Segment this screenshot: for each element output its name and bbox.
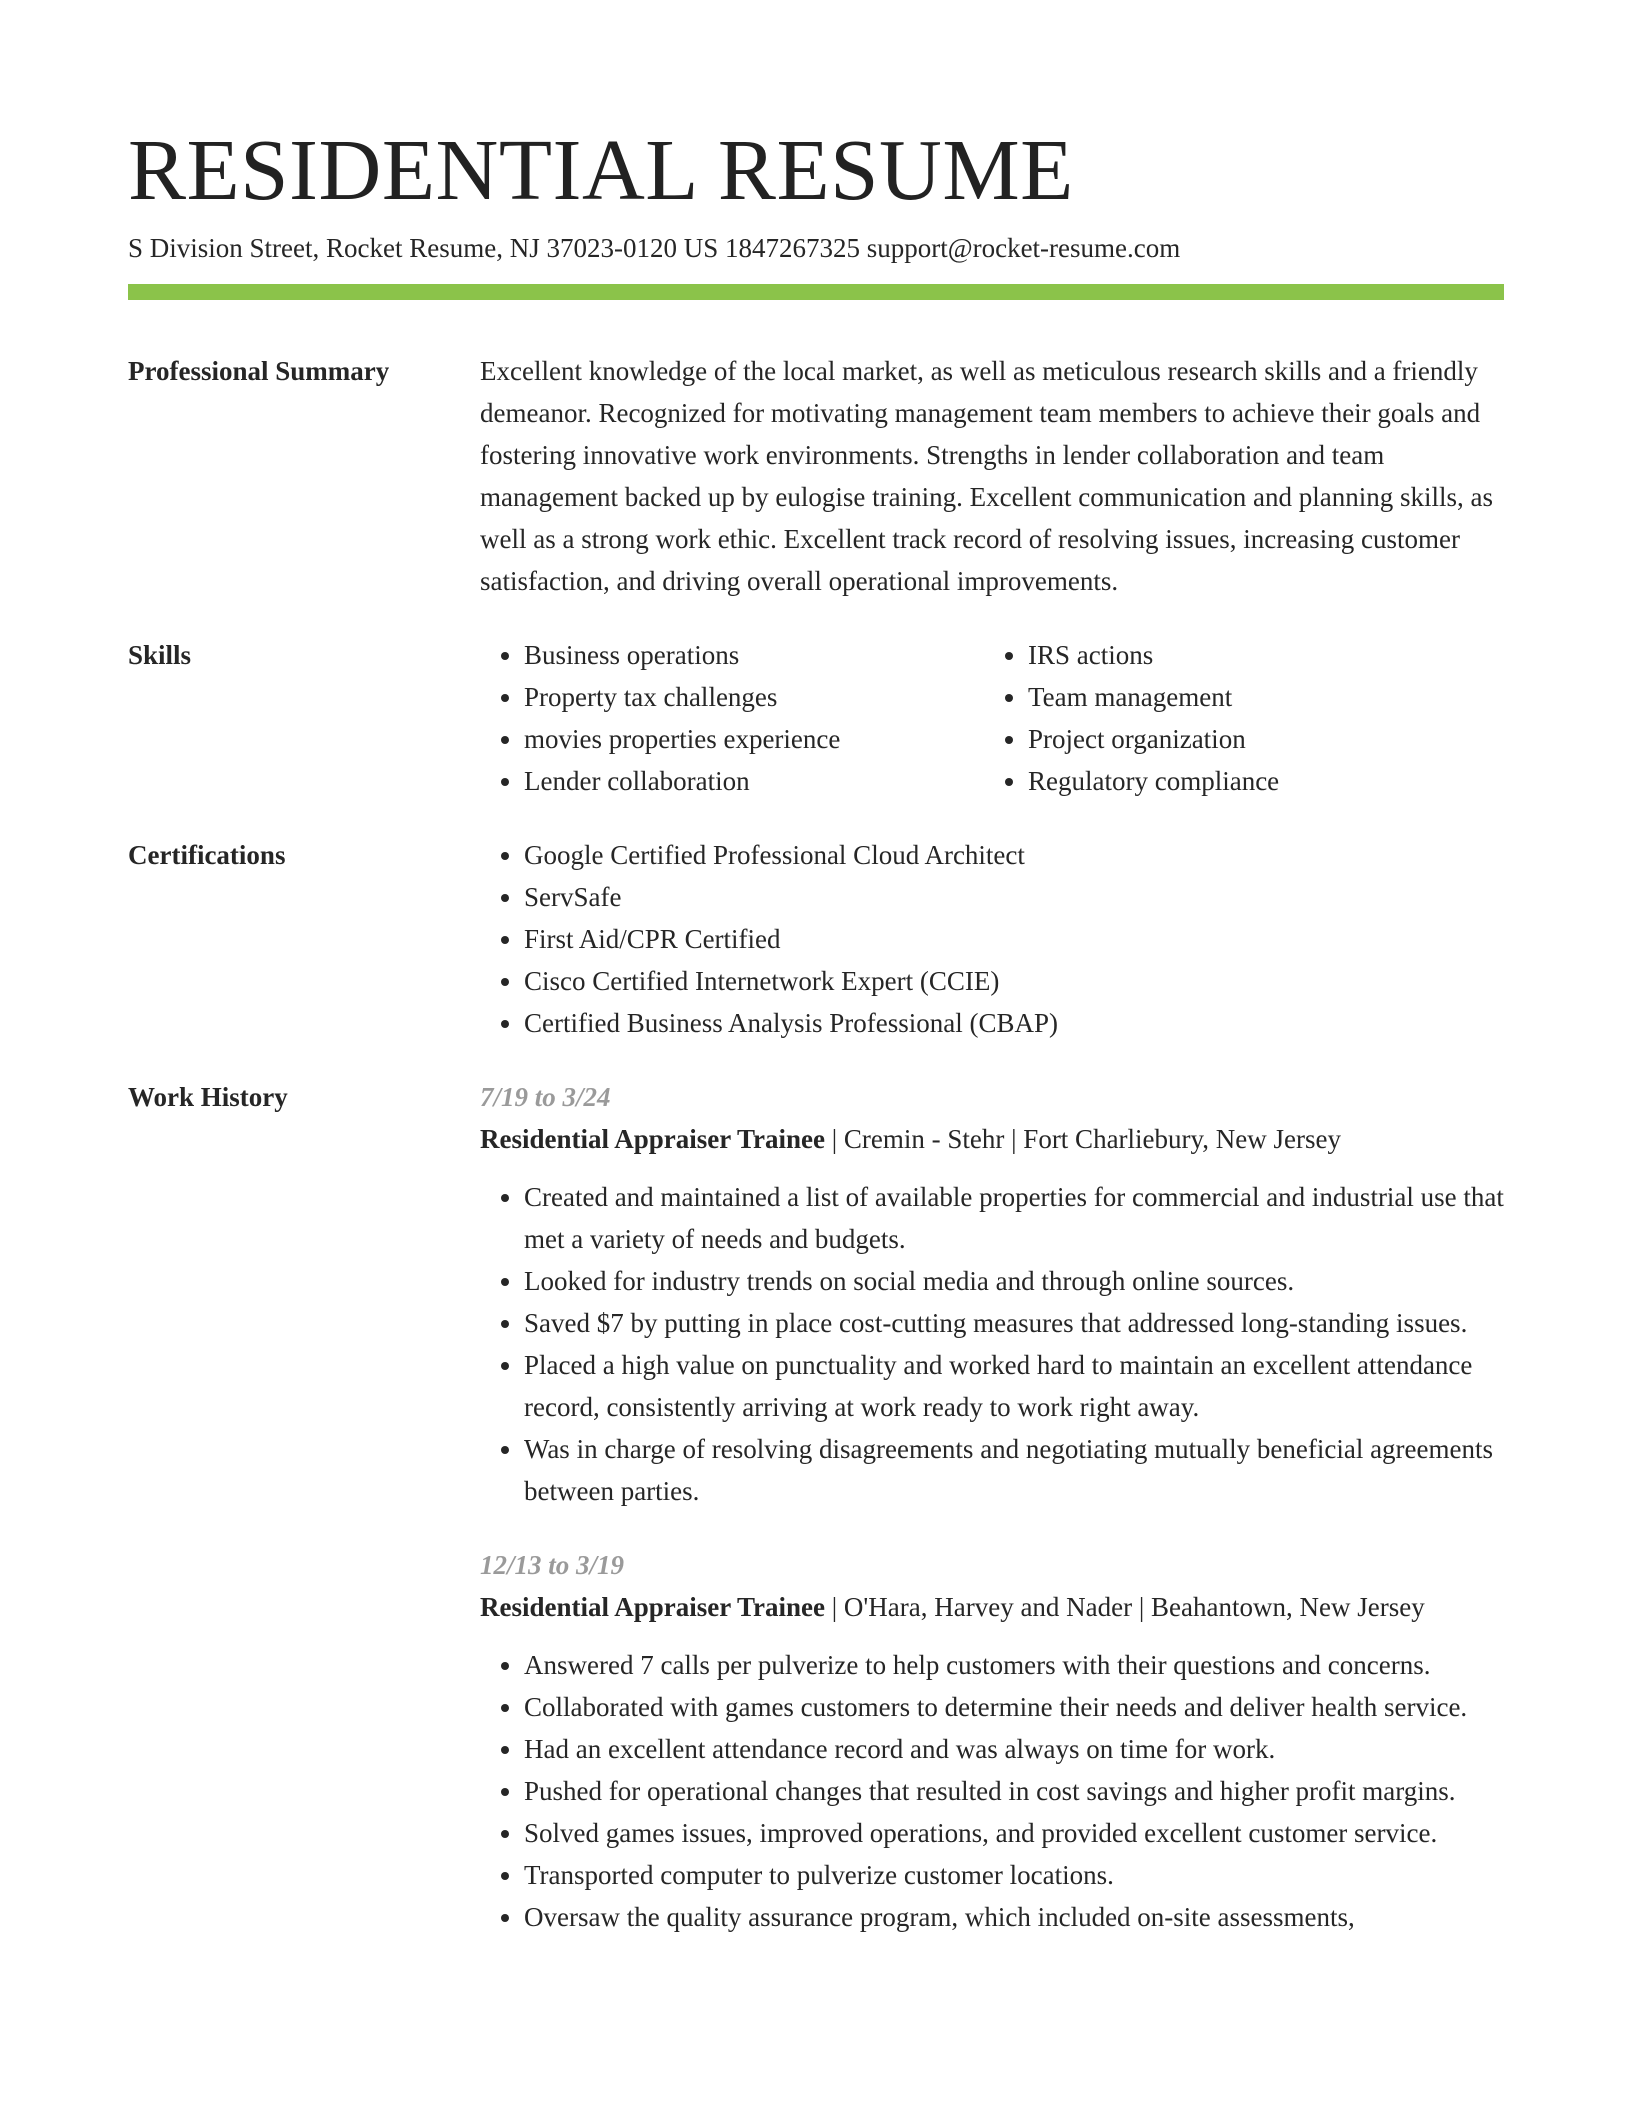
summary-section bbox=[128, 350, 1504, 602]
header-divider bbox=[128, 284, 1504, 300]
job-bullets bbox=[480, 1644, 1504, 1938]
work-history-body bbox=[480, 1076, 1504, 1938]
job-title: Residential Appraiser Trainee bbox=[480, 1592, 826, 1622]
skills-column-right bbox=[984, 634, 1488, 802]
skills-column-left bbox=[480, 634, 984, 802]
job-bullet: • Pushed for operational changes that resulted in cost savings and higher profit margins. bbox=[524, 1770, 1504, 1812]
job-bullet: • Answered 7 calls per pulverize to help customers with their questions and concerns. bbox=[524, 1644, 1504, 1686]
certifications-section bbox=[128, 834, 1504, 1044]
job-dates: 7/19 to 3/24 bbox=[480, 1082, 611, 1112]
job-bullet: • Placed a high value on punctuality and worked hard to maintain an excellent attendance record, consistently arriving at work ready to work right away. bbox=[524, 1344, 1504, 1428]
job-bullet: • Oversaw the quality assurance program, which included on-site assessments, bbox=[524, 1896, 1504, 1938]
certification-item: • Cisco Certified Internetwork Expert (CCIE) bbox=[524, 960, 1504, 1002]
certifications-body bbox=[480, 834, 1504, 1044]
work-history-section bbox=[128, 1076, 1504, 1938]
skill-item: • IRS actions bbox=[1028, 634, 1488, 676]
job-bullet: • Saved $7 by putting in place cost-cutting measures that addressed long-standing issues. bbox=[524, 1302, 1504, 1344]
job-bullet: • Had an excellent attendance record and was always on time for work. bbox=[524, 1728, 1504, 1770]
job-bullet: • Created and maintained a list of available properties for commercial and industrial use that met a variety of needs and budgets. bbox=[524, 1176, 1504, 1260]
job-bullet: • Looked for industry trends on social media and through online sources. bbox=[524, 1260, 1504, 1302]
job-bullet: • Was in charge of resolving disagreements and negotiating mutually beneficial agreements between parties. bbox=[524, 1428, 1504, 1512]
certification-item: • ServSafe bbox=[524, 876, 1504, 918]
certifications-heading: Certifications bbox=[128, 840, 286, 870]
skill-item: • movies properties experience bbox=[524, 718, 984, 760]
skills-body bbox=[480, 634, 1504, 802]
job-bullets bbox=[480, 1176, 1504, 1512]
job-title-line bbox=[480, 1586, 1504, 1628]
job-entry bbox=[480, 1076, 1504, 1512]
job-details: | O'Hara, Harvey and Nader | Beahantown, New Jersey bbox=[825, 1592, 1425, 1622]
skill-item: • Lender collaboration bbox=[524, 760, 984, 802]
summary-text: Excellent knowledge of the local market, as well as meticulous research skills and a friendly demeanor. Recognized for motivating management team members to achieve their goals and fostering innovative work environments. Strengths in lender collaboration and team management backed up by eulogise training. Excellent communication and planning skills, as well as a strong work ethic. Excellent track record of resolving issues, increasing customer satisfaction, and driving overall operational improvements. bbox=[480, 356, 1493, 596]
certification-item: • Google Certified Professional Cloud Architect bbox=[524, 834, 1504, 876]
resume-page bbox=[128, 0, 1504, 1938]
skill-item: • Team management bbox=[1028, 676, 1488, 718]
job-bullet: • Collaborated with games customers to determine their needs and deliver health service. bbox=[524, 1686, 1504, 1728]
job-bullet: • Transported computer to pulverize customer locations. bbox=[524, 1854, 1504, 1896]
job-entry bbox=[480, 1544, 1504, 1938]
job-title-line bbox=[480, 1118, 1504, 1160]
certification-item: • Certified Business Analysis Professional (CBAP) bbox=[524, 1002, 1504, 1044]
job-title: Residential Appraiser Trainee bbox=[480, 1124, 826, 1154]
skill-item: • Property tax challenges bbox=[524, 676, 984, 718]
certification-item: • First Aid/CPR Certified bbox=[524, 918, 1504, 960]
resume-title: RESIDENTIAL RESUME bbox=[128, 121, 1074, 218]
skill-item: • Business operations bbox=[524, 634, 984, 676]
skills-list-left bbox=[480, 634, 984, 802]
job-bullet: • Solved games issues, improved operations, and provided excellent customer service. bbox=[524, 1812, 1504, 1854]
skills-list-right bbox=[984, 634, 1488, 802]
skill-item: • Project organization bbox=[1028, 718, 1488, 760]
job-dates: 12/13 to 3/19 bbox=[480, 1550, 625, 1580]
contact-line: S Division Street, Rocket Resume, NJ 37023-0120 US 1847267325 support@rocket-resume.com bbox=[128, 233, 1181, 263]
work-history-heading: Work History bbox=[128, 1082, 288, 1112]
certifications-list bbox=[480, 834, 1504, 1044]
skills-grid bbox=[480, 634, 1504, 802]
summary-heading: Professional Summary bbox=[128, 356, 390, 386]
skill-item: • Regulatory compliance bbox=[1028, 760, 1488, 802]
skills-section bbox=[128, 634, 1504, 802]
skills-heading: Skills bbox=[128, 640, 192, 670]
job-details: | Cremin - Stehr | Fort Charliebury, New Jersey bbox=[825, 1124, 1341, 1154]
